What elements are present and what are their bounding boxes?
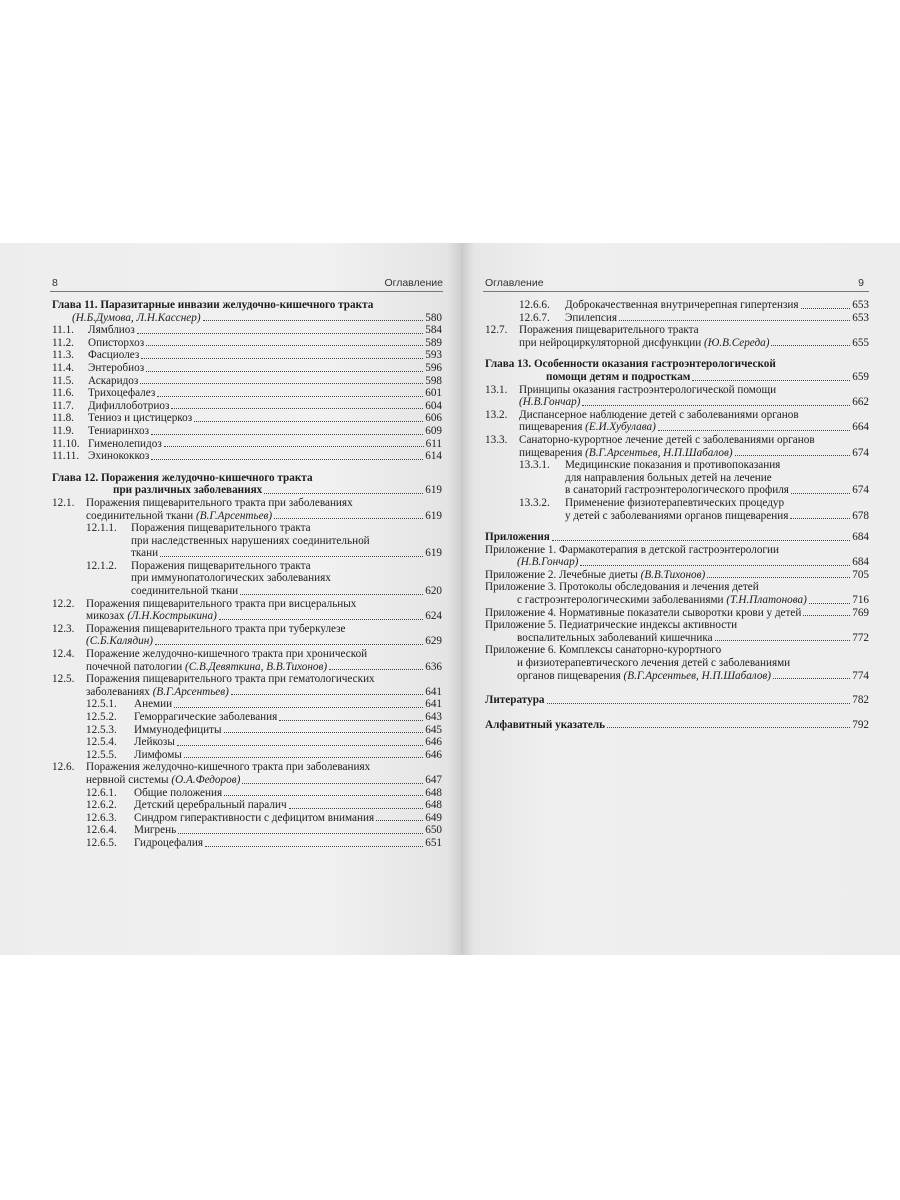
page-ref: 614: [425, 450, 442, 463]
entry-title: Фасциолез: [88, 349, 140, 362]
toc-entry: (Н.В.Гончар) 684: [517, 556, 869, 569]
entry-title: Эхинококкоз: [88, 450, 150, 463]
entry-number: 12.5.1.: [86, 698, 117, 711]
toc-entry: 13.2. Диспансерное наблюдение детей с заболеваниями органов: [485, 408, 799, 421]
toc-entry: [52, 711, 442, 724]
toc-entry: при нейроциркуляторной дисфункции (Ю.В.Середа) 655: [519, 336, 869, 349]
toc-entry: соединительной ткани (В.Г.Арсентьев) 619: [86, 509, 442, 522]
entry-number: 12.6.6.: [519, 299, 550, 311]
entry-title: Гименолепидоз: [88, 437, 162, 450]
entry-number: 12.5.5.: [86, 748, 117, 761]
entry-title: Доброкачественная внутричерепная гипертензия: [565, 299, 799, 311]
entry-title: Дифиллоботриоз: [88, 399, 170, 412]
entry-title: Тениоз и цистицеркоз: [88, 412, 193, 425]
entry-number: 11.1.: [52, 324, 74, 337]
entry-number: 11.11.: [52, 450, 80, 463]
page-ref: 604: [425, 399, 442, 412]
entry-number: 11.9.: [52, 424, 74, 437]
page-ref: 580: [425, 311, 442, 324]
entry-number: 12.5.2.: [86, 711, 117, 723]
section-12-6-continued: [485, 299, 869, 324]
page-ref: 648: [425, 799, 442, 812]
toc-entry: [52, 375, 442, 388]
toc-entry: [52, 736, 442, 749]
entry-title: Общие положения: [134, 786, 223, 799]
toc-entry: 12.2. Поражения пищеварительного тракта при висцеральных: [52, 597, 357, 610]
entry-title: Геморрагические заболевания: [134, 711, 278, 723]
toc-entry: [52, 425, 442, 438]
running-head-right: Оглавление: [485, 277, 544, 289]
toc-entry: [52, 824, 442, 837]
page-ref: 606: [425, 412, 442, 425]
page-ref: 584: [425, 324, 442, 337]
page-ref: 646: [425, 736, 442, 749]
entry-number: 11.8.: [52, 412, 74, 425]
entry-number: 12.6.4.: [86, 824, 117, 837]
chapter-11-title: Глава 11. Паразитарные инвазии желудочно-кишечного тракта: [52, 299, 374, 311]
toc-entry: [52, 787, 442, 800]
toc-entry: 13.3. Санаторно-курортное лечение детей с заболеваниями органов: [485, 433, 815, 446]
toc-entry: [52, 812, 442, 825]
entry-title: Иммунодефициты: [134, 723, 222, 736]
toc-entry: 12.1.1. Поражения пищеварительного тракта: [86, 522, 311, 535]
entry-number: 12.6.5.: [86, 836, 117, 849]
toc-entry: Литература 782: [485, 694, 869, 707]
entry-number: 12.6.2.: [86, 799, 117, 812]
entry-title: Тениаринхоз: [88, 424, 150, 437]
index-title: Алфавитный указатель: [485, 718, 606, 731]
entry-title: Детский церебральный паралич: [134, 799, 287, 812]
entry-title: Синдром гиперактивности с дефицитом внимания: [134, 811, 375, 824]
toc-entry: (Н.В.Гончар) 662: [519, 396, 869, 409]
page-ref: 609: [425, 424, 442, 437]
page-ref: 653: [852, 299, 869, 311]
toc-entry: [52, 484, 442, 497]
toc-entry: 12.7. Поражения пищеварительного тракта: [485, 324, 699, 337]
toc-entry: 12.1. Поражения пищеварительного тракта при заболеваниях: [52, 496, 353, 509]
page-ref: 650: [425, 824, 442, 837]
page-ref: 589: [425, 336, 442, 349]
toc-entry: [52, 724, 442, 737]
left-page: [0, 243, 461, 955]
page-ref: 593: [425, 349, 442, 362]
toc-entry: 13.3.2. Применение физиотерапевтических процедур: [519, 496, 785, 509]
toc-entry: Приложения 684: [485, 531, 869, 544]
toc-entry: у детей с заболеваниями органов пищеварения 678: [565, 509, 869, 522]
toc-entry: помощи детям и подросткам 659: [485, 371, 869, 384]
toc-right: 12.6.6. Доброкачественная внутричерепная гипертензия 653 12.6.7. Эпилепсия 653 12.7. Поражения пищеварительного тракта при нейроциркуляторной дисфункции (Ю.В.Середа) 655 Глава 13. Особенности оказания гастроэнтерологической помощи детям и подросткам 659 13.1. Принципы оказания гастроэнтерологической помощи (Н.В.Гончар) 662 13.2. Диспансерное наблюдение детей с заболеваниями органов пищеварения (Е.И.Хубулава) 664 13.3. Санаторно-курортное лечение детей с заболеваниями органов пищеварения (В.Г.Арсентьев, Н.П.Шабалов) 674 13.3.1. Медицинские показания и противопоказания для направления больных детей на лечение в санаторий гастроэнтерологического профиля 674 13.3.2. Применение физиотерапевтических процедур у детей с заболеваниями органов пищеварения 678 Приложения 684 Приложение 1. Фармакотерапия в детской гастроэнтерологии (Н.В.Гончар) 684 Приложение 2. Лечебные диеты (В.В.Тихонов) 705 Приложение 3. Протоколы обследования и лечения детей с гастроэнтерологическими заболеваниями (Т.Н.Платонова) 716 Приложение 4. Нормативные показатели сыворотки крови у детей 769 Приложение 5. Педиатрические индексы активности воспалительных заболеваний кишечника 772 Приложение 6. Комплексы санаторно-курортного и физиотерапевтического лечения детей с заболеваниями органов пищеварения (В.Г.Арсентьев, Н.П.Шабалов) 774 Литература 782 Алфавитный указатель 792: [485, 299, 869, 731]
toc-entry: 12.6. Поражения желудочно-кишечного тракта при заболеваниях: [52, 761, 371, 774]
entry-title: Энтеробиоз: [88, 361, 145, 374]
toc-entry: ткани 619: [131, 547, 442, 560]
toc-entry: заболеваниях (В.Г.Арсентьев) 641: [86, 685, 442, 698]
page-ref: 641: [425, 698, 442, 711]
entry-title: Мигрень: [134, 824, 177, 837]
page-ref: 598: [425, 374, 442, 387]
page-ref: 645: [425, 723, 442, 736]
toc-entry: (С.Б.Калядин) 629: [86, 635, 442, 648]
chapter-12-title-line1: Глава 12. Поражения желудочно-кишечного тракта: [52, 471, 313, 484]
right-page: [461, 243, 900, 955]
entry-number: 11.3.: [52, 349, 74, 362]
literature-title: Литература: [485, 694, 545, 707]
chapter-11-sections: [52, 324, 442, 463]
toc-entry: соединительной ткани 620: [131, 585, 442, 598]
entry-number: 11.7.: [52, 399, 74, 412]
toc-entry: нервной системы (О.А.Федоров) 647: [86, 773, 442, 786]
toc-entry: [52, 400, 442, 413]
toc-entry: 13.3.1. Медицинские показания и противопоказания: [519, 459, 781, 472]
toc-entry: [52, 412, 442, 425]
entry-title: Трихоцефалез: [88, 387, 156, 400]
toc-entry: [52, 337, 442, 350]
page-ref: 619: [425, 484, 442, 497]
page-ref: 646: [425, 748, 442, 761]
header-rule-left: [50, 291, 443, 292]
toc-entry: [52, 324, 442, 337]
chapter-11-authors: (Н.Б.Думова, Л.Н.Касснер): [72, 311, 201, 324]
toc-entry: [485, 299, 869, 312]
chapter-12-title-line2: при различных заболеваниях: [113, 484, 263, 497]
entry-number: 11.5.: [52, 374, 74, 387]
toc-entry: почечной патологии (С.В.Девяткина, В.В.Тихонов) 636: [86, 660, 442, 673]
page-ref: 601: [425, 387, 442, 400]
entry-number: 12.6.7.: [519, 311, 550, 324]
page-ref: 611: [425, 437, 442, 450]
entry-number: 11.6.: [52, 387, 74, 400]
toc-entry: 12.5. Поражения пищеварительного тракта при гематологических: [52, 673, 375, 686]
page-ref: 653: [852, 311, 869, 324]
entry-number: 12.5.4.: [86, 736, 117, 749]
toc-entry: 12.1.2. Поражения пищеварительного тракта: [86, 559, 311, 572]
toc-entry: 12.4. Поражение желудочно-кишечного тракта при хронической: [52, 648, 368, 661]
entry-title: Эпилепсия: [565, 311, 617, 324]
header-rule-right: [483, 291, 869, 292]
toc-entry: [52, 749, 442, 762]
toc-entry: Приложение 2. Лечебные диеты (В.В.Тихонов) 705: [485, 568, 869, 581]
toc-entry: [52, 837, 442, 850]
entry-title: Описторхоз: [88, 336, 145, 349]
toc-entry: органов пищеварения (В.Г.Арсентьев, Н.П.Шабалов) 774: [517, 669, 869, 682]
page-ref: 596: [425, 361, 442, 374]
section-12-6-subsections: [52, 787, 442, 850]
toc-entry: [52, 438, 442, 451]
toc-left: Глава 11. Паразитарные инвазии желудочно-кишечного тракта (Н.Б.Думова, Л.Н.Касснер) 580 11.1. Лямблиоз 584 11.2. Описторхоз 589 11.3. Фасциолез 593 11.4. Энтеробиоз 596 11.5. Аскаридоз 598 11.6. Трихоцефалез 601 11.7. Дифиллоботриоз 604 11.8. Тениоз и цистицеркоз 606 11.9. Тениаринхоз 609 11.10. Гименолепидоз 611 11.11. Эхинококкоз 614 Глава 12. Поражения желудочно-кишечного тракта при различных заболеваниях 619 12.1. Поражения пищеварительного тракта при заболеваниях соединительной ткани (В.Г.Арсентьев) 619 12.1.1. Поражения пищеварительного тракта при наследственных нарушениях соединительной ткани 619 12.1.2. Поражения пищеварительного тракта при иммунопатологических заболеваниях соединительной ткани 620 12.2. Поражения пищеварительного тракта при висцеральных микозах (Л.Н.Кострыкина) 624 12.3. Поражения пищеварительного тракта при туберкулезе (С.Б.Калядин) 629 12.4. Поражение желудочно-кишечного тракта при хронической почечной патологии (С.В.Девяткина, В.В.Тихонов) 636 12.5. Поражения пищеварительного тракта при гематологических заболеваниях (В.Г.Арсентьев) 641 12.5.1. Анемии 641 12.5.2. Геморрагические заболевания 643 12.5.3. Иммунодефициты 645 12.5.4. Лейкозы 646 12.5.5. Лимфомы 646 12.6. Поражения желудочно-кишечного тракта при заболеваниях нервной системы (О.А.Федоров) 647 12.6.1. Общие положения 648 12.6.2. Детский церебральный паралич 648 12.6.3. Синдром гиперактивности с дефицитом внимания 649 12.6.4. Мигрень 650 12.6.5. Гидроцефалия 651: [52, 299, 442, 849]
page-ref: 643: [425, 711, 442, 723]
entry-title: Анемии: [134, 698, 173, 711]
toc-entry: воспалительных заболеваний кишечника 772: [517, 631, 869, 644]
entry-title: Лямблиоз: [88, 324, 135, 337]
toc-entry: пищеварения (В.Г.Арсентьев, Н.П.Шабалов) 674: [519, 446, 869, 459]
page-number-left: 8: [52, 277, 58, 289]
appendices-title: Приложения: [485, 531, 550, 544]
page-ref: 649: [425, 811, 442, 824]
chapter-13-title-line1: Глава 13. Особенности оказания гастроэнтерологической: [485, 358, 776, 371]
entry-number: 12.6.1.: [86, 786, 117, 799]
toc-entry: [52, 362, 442, 375]
page-ref: 648: [425, 786, 442, 799]
chapter-13-title-line2: помощи детям и подросткам: [546, 370, 691, 383]
toc-entry: [52, 450, 442, 463]
entry-title: Лимфомы: [134, 748, 182, 761]
open-book-spread: [0, 243, 900, 955]
entry-title: Лейкозы: [134, 736, 175, 749]
toc-entry: [52, 799, 442, 812]
entry-number: 11.2.: [52, 336, 74, 349]
page-ref: 651: [425, 836, 442, 849]
entry-title: Аскаридоз: [88, 374, 139, 387]
toc-entry: [485, 312, 869, 325]
toc-entry: Приложение 4. Нормативные показатели сыворотки крови у детей 769: [485, 606, 869, 619]
running-head-left: Оглавление: [384, 277, 443, 289]
entry-number: 11.4.: [52, 361, 74, 374]
entry-number: 12.5.3.: [86, 723, 117, 736]
toc-entry: [52, 698, 442, 711]
toc-entry: 13.1. Принципы оказания гастроэнтерологической помощи: [485, 383, 777, 396]
entry-title: Гидроцефалия: [134, 836, 204, 849]
toc-entry: [52, 349, 442, 362]
entry-number: 12.6.3.: [86, 811, 117, 824]
toc-entry: Алфавитный указатель 792: [485, 718, 869, 731]
section-12-5-subsections: [52, 698, 442, 761]
toc-entry: в санаторий гастроэнтерологического профиля 674: [565, 484, 869, 497]
toc-entry: пищеварения (Е.И.Хубулава) 664: [519, 421, 869, 434]
toc-entry: 12.3. Поражения пищеварительного тракта при туберкулезе: [52, 622, 346, 635]
toc-entry: микозах (Л.Н.Кострыкина) 624: [86, 610, 442, 623]
toc-entry: с гастроэнтерологическими заболеваниями (Т.Н.Платонова) 716: [517, 594, 869, 607]
toc-entry: [52, 312, 442, 325]
page-number-right: 9: [858, 277, 864, 289]
toc-entry: [52, 387, 442, 400]
entry-number: 11.10.: [52, 437, 80, 450]
